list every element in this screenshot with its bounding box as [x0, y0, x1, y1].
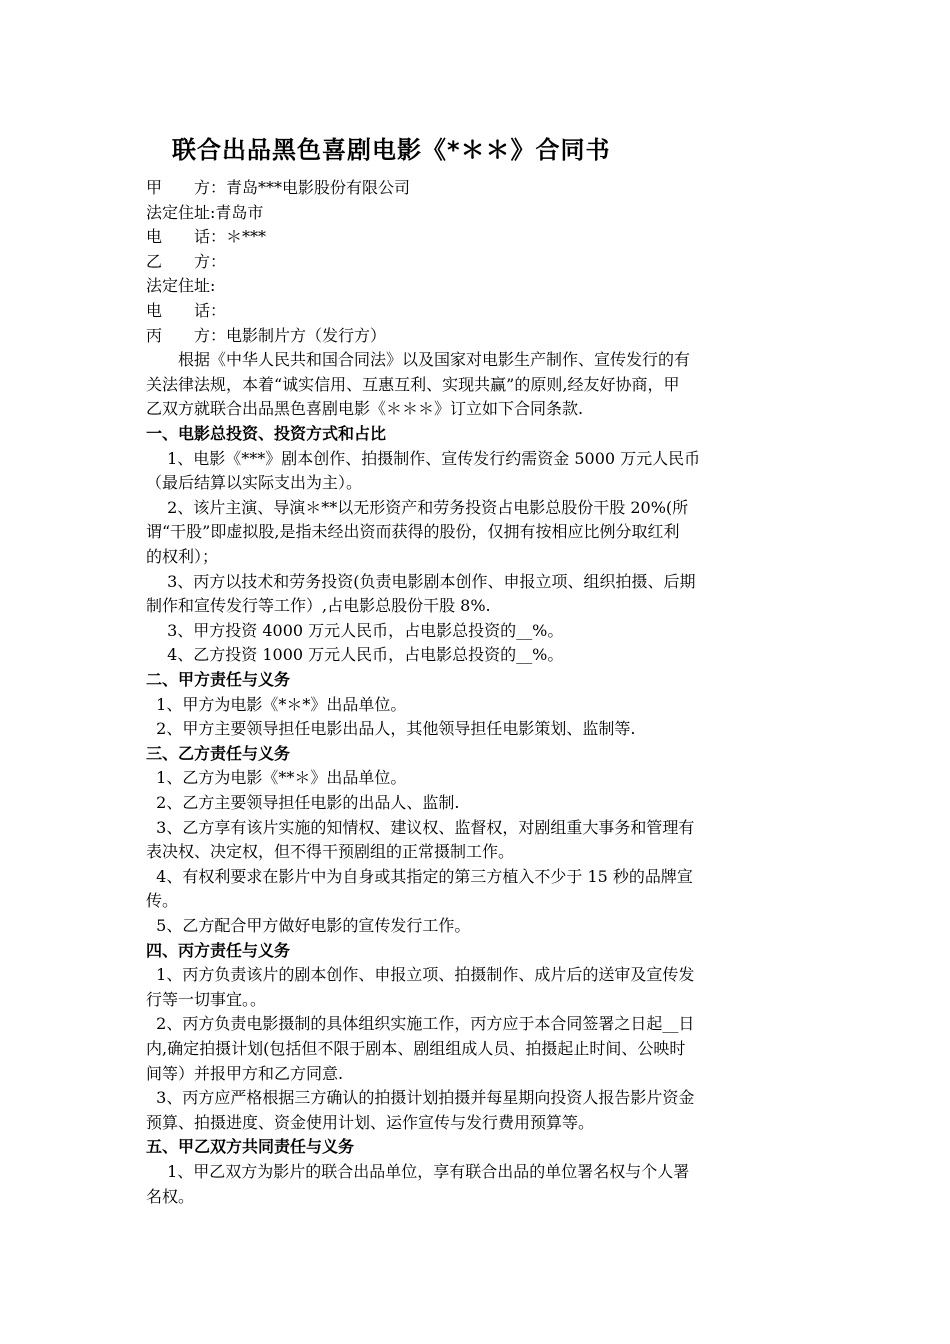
- party-label: 丙 方：: [146, 325, 227, 345]
- clause-line: 间等）并报甲方和乙方同意.: [146, 1063, 344, 1083]
- clause-line: 谓“干股”即虚拟股,是指未经出资而获得的股份，仅拥有按相应比例分取红利: [146, 522, 680, 542]
- clause-line: 名权。: [146, 1186, 195, 1206]
- party-value: 青岛***电影股份有限公司: [226, 178, 411, 197]
- party-label: 法定住址:: [146, 276, 216, 296]
- party-row: [146, 201, 816, 225]
- clause-line: 行等一切事宜。。: [146, 989, 267, 1009]
- clause-line: 5、乙方配合甲方做好电影的宣传发行工作。: [146, 916, 471, 935]
- clause-line: 1、乙方为电影《**＊》出品单位。: [146, 768, 407, 788]
- party-row: [146, 274, 816, 298]
- party-label: 甲 方：: [146, 178, 227, 197]
- party-row: [146, 324, 816, 348]
- clause-line: 传。: [146, 891, 179, 911]
- clause-line: 1、电影《***》剧本创作、拍摄制作、宣传发行约需资金 5000 万元人民币: [146, 448, 701, 468]
- party-label: 电 话：: [146, 227, 227, 247]
- section-heading: 三、乙方责任与义务: [146, 743, 291, 763]
- section-heading: 二、甲方责任与义务: [146, 670, 291, 689]
- preamble-line: 关法律法规，本着“诚实信用、互惠互利、实现共赢”的原则,经友好协商，甲: [146, 374, 680, 394]
- party-label: 法定住址:: [146, 202, 216, 222]
- clause-line: 1、甲方为电影《*＊*》出品单位。: [146, 694, 407, 714]
- clause-line: 4、有权利要求在影片中为自身或其指定的第三方植入不少于 15 秒的品牌宣: [146, 866, 693, 886]
- clause-line: 内,确定拍摄计划(包括但不限于剧本、剧组组成人员、拍摄起止时间、公映时: [146, 1039, 686, 1058]
- clause-line: 制作和宣传发行等工作）,占电影总股份干股 8%.: [146, 596, 491, 616]
- clause-line: 预算、拍摄进度、资金使用计划、运作宣传与发行费用预算等。: [146, 1112, 595, 1132]
- party-label: 电 话：: [146, 301, 227, 320]
- clause-line: 3、甲方投资 4000 万元人民币，占电影总投资的__%。: [146, 620, 564, 640]
- party-row: [146, 176, 816, 200]
- clause-line: 3、丙方应严格根据三方确认的拍摄计划拍摄并每星期向投资人报告影片资金: [146, 1088, 695, 1108]
- section-heading: 五、甲乙双方共同责任与义务: [146, 1137, 355, 1157]
- clause-line: 2、该片主演、导演＊**以无形资产和劳务投资占电影总股份干股 20%(所: [146, 497, 689, 517]
- preamble-line: 乙双方就联合出品黑色喜剧电影《＊＊＊》订立如下合同条款.: [146, 399, 584, 419]
- document-title: 联合出品黑色喜剧电影《*＊＊》合同书: [172, 136, 611, 164]
- clause-line: 1、丙方负责该片的剧本创作、申报立项、拍摄制作、成片后的送审及宣传发: [146, 965, 695, 985]
- party-row: [146, 299, 816, 323]
- clause-line: 的权利）；: [146, 547, 219, 566]
- section-heading: 四、丙方责任与义务: [146, 940, 291, 960]
- party-label: 乙 方：: [146, 251, 227, 271]
- clause-line: 4、乙方投资 1000 万元人民币，占电影总投资的__%。: [146, 645, 564, 665]
- clause-line: 1、甲乙双方为影片的联合出品单位，享有联合出品的单位署名权与个人署: [146, 1162, 690, 1181]
- clause-line: 3、乙方享有该片实施的知情权、建议权、监督权，对剧组重大事务和管理有: [146, 817, 695, 837]
- clause-line: 2、丙方负责电影摄制的具体组织实施工作，丙方应于本合同签署之日起__日: [146, 1014, 695, 1034]
- clause-line: 2、甲方主要领导担任电影出品人，其他领导担任电影策划、监制等.: [146, 719, 636, 739]
- party-value: 青岛市: [215, 202, 264, 222]
- section-heading: 一、电影总投资、投资方式和占比: [146, 424, 387, 443]
- party-row: [146, 250, 816, 274]
- preamble-line: 根据《中华人民共和国合同法》以及国家对电影生产制作、宣传发行的有: [146, 350, 691, 370]
- clause-line: （最后结算以实际支出为主）。: [146, 473, 363, 493]
- party-row: [146, 225, 816, 249]
- party-value: 电影制片方（发行方）: [226, 325, 387, 345]
- party-value: ＊***: [226, 227, 267, 247]
- clause-line: 表决权、决定权，但不得干预剧组的正常摄制工作。: [146, 842, 515, 862]
- clause-line: 3、丙方以技术和劳务投资(负责电影剧本创作、申报立项、组织拍摄、后期: [146, 571, 696, 591]
- clause-line: 2、乙方主要领导担任电影的出品人、监制.: [146, 793, 460, 812]
